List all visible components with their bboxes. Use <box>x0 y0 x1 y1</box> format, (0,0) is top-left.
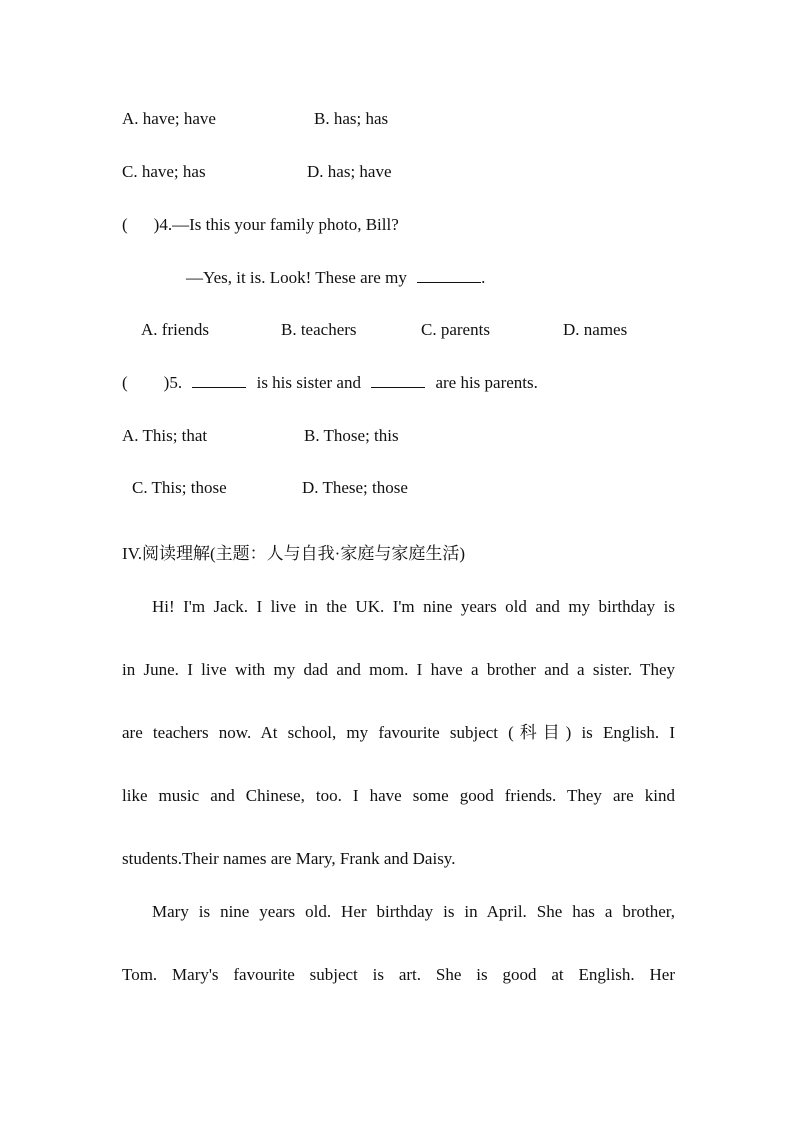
q5-option-c: C. This; those <box>132 478 227 497</box>
q4-answer-line <box>186 267 485 289</box>
q4-number: )4. <box>153 215 173 234</box>
passage-paragraph-2 <box>122 901 675 1027</box>
q3-option-b: B. has; has <box>314 109 389 128</box>
q4-option-b: B. teachers <box>281 320 357 339</box>
passage-line: are teachers now. At school, my favourite subject (科目) is English. I <box>122 723 675 742</box>
q5-blank-1 <box>192 373 246 388</box>
passage-line: students.Their names are Mary, Frank and Daisy. <box>122 849 456 868</box>
q5-option-b: B. Those; this <box>304 426 399 445</box>
q3-option-c: C. have; has <box>122 162 206 181</box>
passage-line: like music and Chinese, too. I have some good friends. They are kind <box>122 786 675 805</box>
q5-option-a: A. This; that <box>122 426 208 445</box>
q4-option-a: A. friends <box>141 320 209 339</box>
q5-blank-2 <box>371 373 425 388</box>
q5-option-d: D. These; those <box>302 478 408 497</box>
q5-mid: is his sister and <box>256 373 361 392</box>
q4-question-line <box>122 214 399 236</box>
q5-end: are his parents. <box>435 373 538 392</box>
q4-blank <box>417 268 481 283</box>
q4-bracket-open: ( <box>122 215 128 234</box>
q4-question: —Is this your family photo, Bill? <box>172 215 399 234</box>
q4-answer-start: —Yes, it is. Look! These are my <box>186 268 407 287</box>
q5-bracket-open: ( <box>122 373 128 392</box>
q4-answer-end: . <box>481 268 486 287</box>
q5-question-line <box>122 372 538 394</box>
q4-option-d: D. names <box>563 320 628 339</box>
passage-line: in June. I live with my dad and mom. I have a brother and a sister. They <box>122 660 675 679</box>
q3-option-d: D. has; have <box>307 162 392 181</box>
q4-option-c: C. parents <box>421 320 490 339</box>
passage-paragraph-1 <box>122 596 675 911</box>
passage-line: Mary is nine years old. Her birthday is in April. She has a brother, <box>152 902 675 921</box>
passage-line: Hi! I'm Jack. I live in the UK. I'm nine years old and my birthday is <box>152 597 675 616</box>
section-heading: IV.阅读理解(主题：人与自我·家庭与家庭生活) <box>122 544 465 563</box>
q3-option-a: A. have; have <box>122 109 216 128</box>
passage-line: Tom. Mary's favourite subject is art. She is good at English. Her <box>122 965 675 984</box>
q5-number: )5. <box>163 373 183 392</box>
